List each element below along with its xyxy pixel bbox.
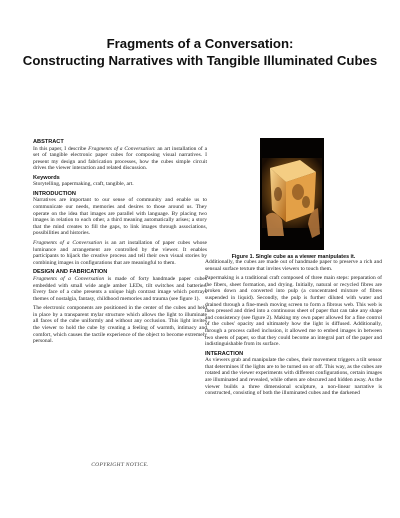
design-text: is made of forty handmade paper cubes embedded with small wide angle amber LEDs, tilt switches and batteries. Every face of a cube presents a unique high contrast image which portrays themes of nostalgia, fantasy, childhood memories and trauma (see figure 1). [33,275,207,302]
design-work-title: Fragments of a Conversation [33,275,105,282]
abstract-text-a: In this paper, I describe [33,145,89,152]
design-paragraph-1 [33,276,207,302]
intro-work-title: Fragments of a Conversation [33,240,102,247]
intro-text: is an art installation of paper cubes whose luminance and arrangement are controlled by the viewer. It enables participants to hijack the creative process and tell their own visual stories by combining images in configurations that are meaningful to them. [33,240,207,266]
abstract-text-b: : an art installation of a set of tangible electronic paper cubes for composing visual narratives. I present my design and fabrication processes, how the cubes simple circuit drives the viewer interaction and related discussion. [33,145,208,172]
abstract-paragraph [33,146,207,172]
introduction-paragraph-1: Narratives are important to our sense of community and enable us to communicate our needs, memories and desires to those around us. They operate on the idea that images are parallel with language. By placing two images in relation to each other, a third meaning automatically arises; a story that the mind creates to fill the gaps, to link images through associations, possibilities and histories. [33,197,207,237]
introduction-paragraph-2 [33,240,207,266]
introduction-heading: INTRODUCTION [33,190,76,197]
title-line-2: Constructing Narratives with Tangible Illuminated Cubes [22,53,378,68]
design-heading: DESIGN AND FABRICATION [33,269,108,276]
interaction-paragraph: As viewers grab and manipulate the cubes, their movement triggers a tilt sensor that determines if the lights are to be turned on or off. This way, as the cubes are rotated and the viewer experiments with different configurations, certain images are illuminated and revealed, while others are obscured and hidden away. As the viewer builds a three dimensional sculpture, a non-linear narrative is constructed, consisting of both the illuminated cubes and the darkened [205,357,382,397]
copyright-notice: COPYRIGHT NOTICE. [91,462,149,468]
keywords-heading: Keywords [33,174,60,181]
interaction-heading: INTERACTION [205,350,244,357]
figure-cube-photo [260,138,324,250]
abstract-work-title: Fragments of a Conversation [88,145,154,152]
title-line-1: Fragments of a Conversation: [106,36,294,51]
figure-caption: Figure 1. Single cube as a viewer manipulates it. [231,254,356,260]
right-paragraph-2: Papermaking is a traditional craft composed of three main steps: preparation of the fibers, sheet formation, and drying. Initially, natural or recycled fibres are broken down and converted into pulp (a concentrated mixture of fibres suspended in liquid). Secondly, the pulp is further diluted with water and drained through a fine-mesh moving screen to form a fibrous web. This web is then pressed and dried into a continuous sheet of paper that can take any shape and consistency (see figure 2). Making my own paper allowed for a fine control of the cubes' opacity and ultimately how the light is diffused. Additionally, through a process called inclusion, it allowed me to embed images in between two sheets of paper, so that they could become an integral part of the paper and indistinguishable from its surface. [205,275,382,348]
keywords-text: Storytelling, papermaking, craft, tangible, art. [33,181,134,188]
right-column [205,259,382,400]
left-column [33,139,207,348]
design-paragraph-2: The electronic components are positioned in the center of the cubes and held in place by a transparent mylar structure which allows the light to illuminate all faces of the cube uniformly and without any occlusion. This light invites the viewer to hold the cube by creating a feeling of warmth, intimacy and comfort, which causes the tactile experience of the object to become extremely personal. [33,305,207,345]
right-paragraph-1: Additionally, the cubes are made out of handmade paper to preserve a rich and sensual surface texture that invites viewers to touch them. [205,259,382,272]
cube-illustration [260,138,324,250]
abstract-heading: ABSTRACT [33,139,64,145]
paper-title [0,35,400,69]
